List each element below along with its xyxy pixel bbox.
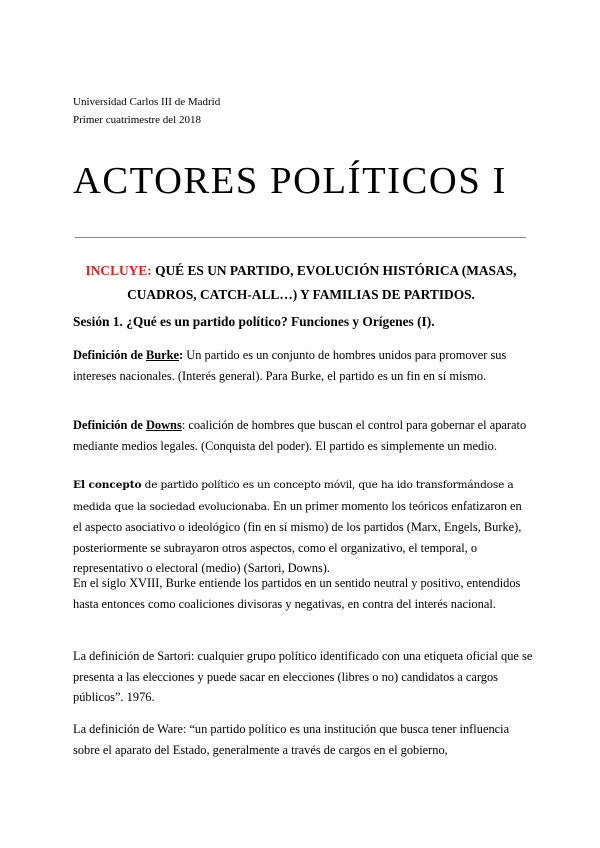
document-title: ACTORES POLÍTICOS I (73, 160, 507, 202)
downs-text: : coalición de hombres que buscan el control para gobernar el aparato mediante medios legales. (Conquista del poder). El partido es simplemente un medio. (73, 418, 527, 453)
university-name: Universidad Carlos III de Madrid (73, 96, 221, 108)
burke-colon: : (179, 348, 184, 362)
sartori-paragraph: La definición de Sartori: cualquier grupo político identificado con una etiqueta oficial que se presenta a las elecciones y puede sacar en elecciones (libres o no) candidatos a cargos públicos”. 1976. (73, 649, 533, 704)
burke-prefix: Definición de (73, 348, 146, 362)
downs-prefix: Definición de (73, 418, 146, 432)
concept-lead-text: de partido político es un concepto móvil, que ha ido transformándose a medida que la sociedad evolucionaba. (73, 479, 514, 513)
burke-text: Un partido es un conjunto de hombres unidos para promover sus intereses nacionales. (Interés general). Para Burke, el partido es un fin en sí mismo. (73, 348, 507, 383)
includes-text: QUÉ ES UN PARTIDO, EVOLUCIÓN HISTÓRICA (MASAS, CUADROS, CATCH-ALL…) Y FAMILIAS DE PARTIDOS. (127, 263, 517, 302)
burke-definition (73, 345, 533, 386)
burke-name: Burke (145, 348, 180, 362)
includes-label: INCLUYE: (85, 263, 152, 278)
concept-bold: El concepto (73, 479, 142, 491)
xviii-paragraph: En el siglo XVIII, Burke entiende los partidos en un sentido neutral y positivo, entendidos hasta entonces como coaliciones divisoras y negativas, en contra del interés nacional. (73, 576, 521, 611)
title-divider (75, 237, 526, 238)
ware-paragraph: La definición de Ware: “un partido político es una institución que busca tener influencia sobre el aparato del Estado, generalmente a través de cargos en el gobierno, (73, 722, 510, 757)
concept-text: En un primer momento los teóricos enfatizaron en el aspecto asociativo o ideológico (fin en sí mismo) de los partidos (Marx, Engels, Burke), posteriormente se subrayaron otros aspectos, como el organizativo, el temporal, o representativo o electoral (medio) (Sartori, Downs). (73, 498, 522, 575)
downs-definition (73, 415, 533, 456)
session-heading: Sesión 1. ¿Qué es un partido político? Funciones y Orígenes (I). (73, 314, 435, 329)
downs-name: Downs (145, 418, 182, 432)
includes-summary (73, 259, 529, 307)
concept-paragraph (73, 474, 533, 579)
document-header (73, 93, 220, 129)
semester: Primer cuatrimestre del 2018 (73, 114, 201, 126)
